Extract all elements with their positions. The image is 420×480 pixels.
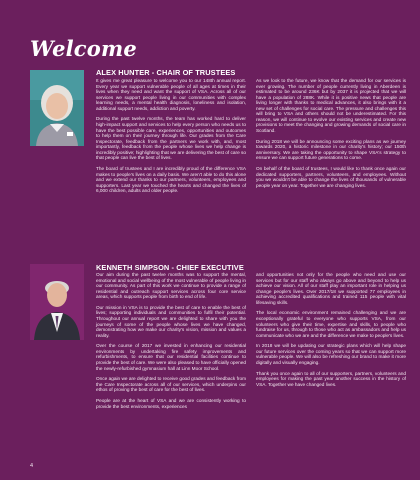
paragraph: On behalf of the board of trustees, I would like to thank once again our dedicated supporters, partners, volunteers, and employees. Without you we wouldn't be able to change the lives of thousands of vulnerable people year on year. Together we are changing lives.: [256, 166, 406, 188]
ceo-column-right: [256, 272, 406, 393]
chair-column-right: [256, 78, 406, 193]
paragraph: Our mission in VSA is to provide the best of care to enable the best of lives; supporting individuals and communities to fulfil their potential. Throughout our annual report we are delighted to share with you the journeys of some of the people whose lives we have changed, demonstrating how we make our charity's vision, mission and values a reality.: [96, 304, 246, 338]
kenneth-simpson-photo: [30, 264, 84, 340]
paragraph: As we look to the future, we know that the demand for our services is ever growing. The number of people currently living in Aberdeen is estimated to be around 236K but by 2037 it is projected that we will have a population of 288K. While it is positive news that people are living longer with thanks to medical advances, it also brings with it a new set of challenges for social care. The pressure and challenges this will bring to VSA and others should not be underestimated. For this reason, we will continue to evolve our existing services and create new provisions to meet the changing and growing demands of social care in Scotland.: [256, 78, 406, 133]
chair-column-left: [96, 78, 246, 199]
section-title-ceo: KENNETH SIMPSON - CHIEF EXECUTIVE: [96, 263, 244, 272]
paragraph: Once again we are delighted to receive good grades and feedback from the Care Inspectorate across all of our services, which underpins our ethos of proving the best of care for the best of lives.: [96, 376, 246, 393]
paragraph: and opportunities not only for the people who need and use our services but for our staff who always go above and beyond to help us achieve our vision. All of our staff play an important role in helping us change people's lives. Over 2017/18 we supported 77 employees in achieving accredited qualifications and trained 115 people with vital lifesaving skills.: [256, 272, 406, 305]
paragraph: The local economic environment remained challenging and we are exceptionally grateful to everyone who supports VSA, from our volunteers who give their time, expertise and skills, to people who fundraise for us, through to those who act as ambassadors and help us communicate who we are and the difference we make to people's lives.: [256, 310, 406, 338]
paragraph: Our aim during the past twelve months was to support the mental, emotional and social wellbeing of the most vulnerable of people living in our community. As part of this work we continue to provide a range of residential and outreach support services across four core service areas, which supports people from birth to end of life.: [96, 272, 246, 300]
page-number: 4: [30, 463, 34, 469]
page-heading: Welcome: [30, 36, 137, 61]
paragraph: Thank you once again to all of our supporters, partners, volunteers and employees for making the past year another success in the history of VSA. Together we have changed lives.: [256, 370, 406, 387]
paragraph: During 2018 we will be announcing some exciting plans as we journey towards 2020, a historic milestone in our charity's history; our 150th anniversary. We are taking the opportunity to shape VSA's strategy to ensure we can support future generations to come.: [256, 138, 406, 161]
paragraph: It gives me great pleasure to welcome you to our 148th annual report. Every year we support vulnerable people of all ages at times in their lives when they need and want the support of VSA. Across all of our services we support people living in our communities with complex learning needs, a mental health diagnosis, loneliness and isolation, additional support needs, addiction and poverty.: [96, 78, 246, 111]
paragraph: During the past twelve months, the team has worked hard to deliver high-impact support and services to help every person who needs us to have the best possible care, experiences, opportunities and outcomes to help them on their journey through life. Our grades from the Care Inspectorate, feedback from the partners we work with, and, most importantly, feedback from the people whose lives we help change is incredibly positive; highlighting that we are delivering the best of care so that people can live the best of lives.: [96, 116, 246, 161]
paragraph: People are at the heart of VSA and we are consistently working to provide the best environments, experiences: [96, 398, 246, 409]
ceo-column-left: [96, 272, 246, 414]
paragraph: The board of trustees and I are incredibly proud of the difference VSA makes to people's lives on a daily basis. We aren't able to do this alone and we extend our thanks to our partners, volunteers, employees and supporters. Last year we touched the hearts and changed the lives of 6,000 children, adults and older people.: [96, 166, 246, 194]
paragraph: In 2018 we will be updating our strategic plans which will help shape our future services over the coming years so that we can support more vulnerable people. We will also be refreshing our brand to make it more digitally and visually engaging.: [256, 343, 406, 366]
section-title-chair: ALEX HUNTER - CHAIR OF TRUSTEES: [96, 68, 236, 77]
paragraph: Over the course of 2017 we invested in enhancing our residential environments by undertaking fire safety improvements and refurbishments, to ensure that our residential facilities continue to provide the best of care. We were also pleased to have officially opened the newly-refurbished gymnasium hall at Linn Moor School.: [96, 343, 246, 371]
alex-hunter-photo: [30, 70, 84, 146]
